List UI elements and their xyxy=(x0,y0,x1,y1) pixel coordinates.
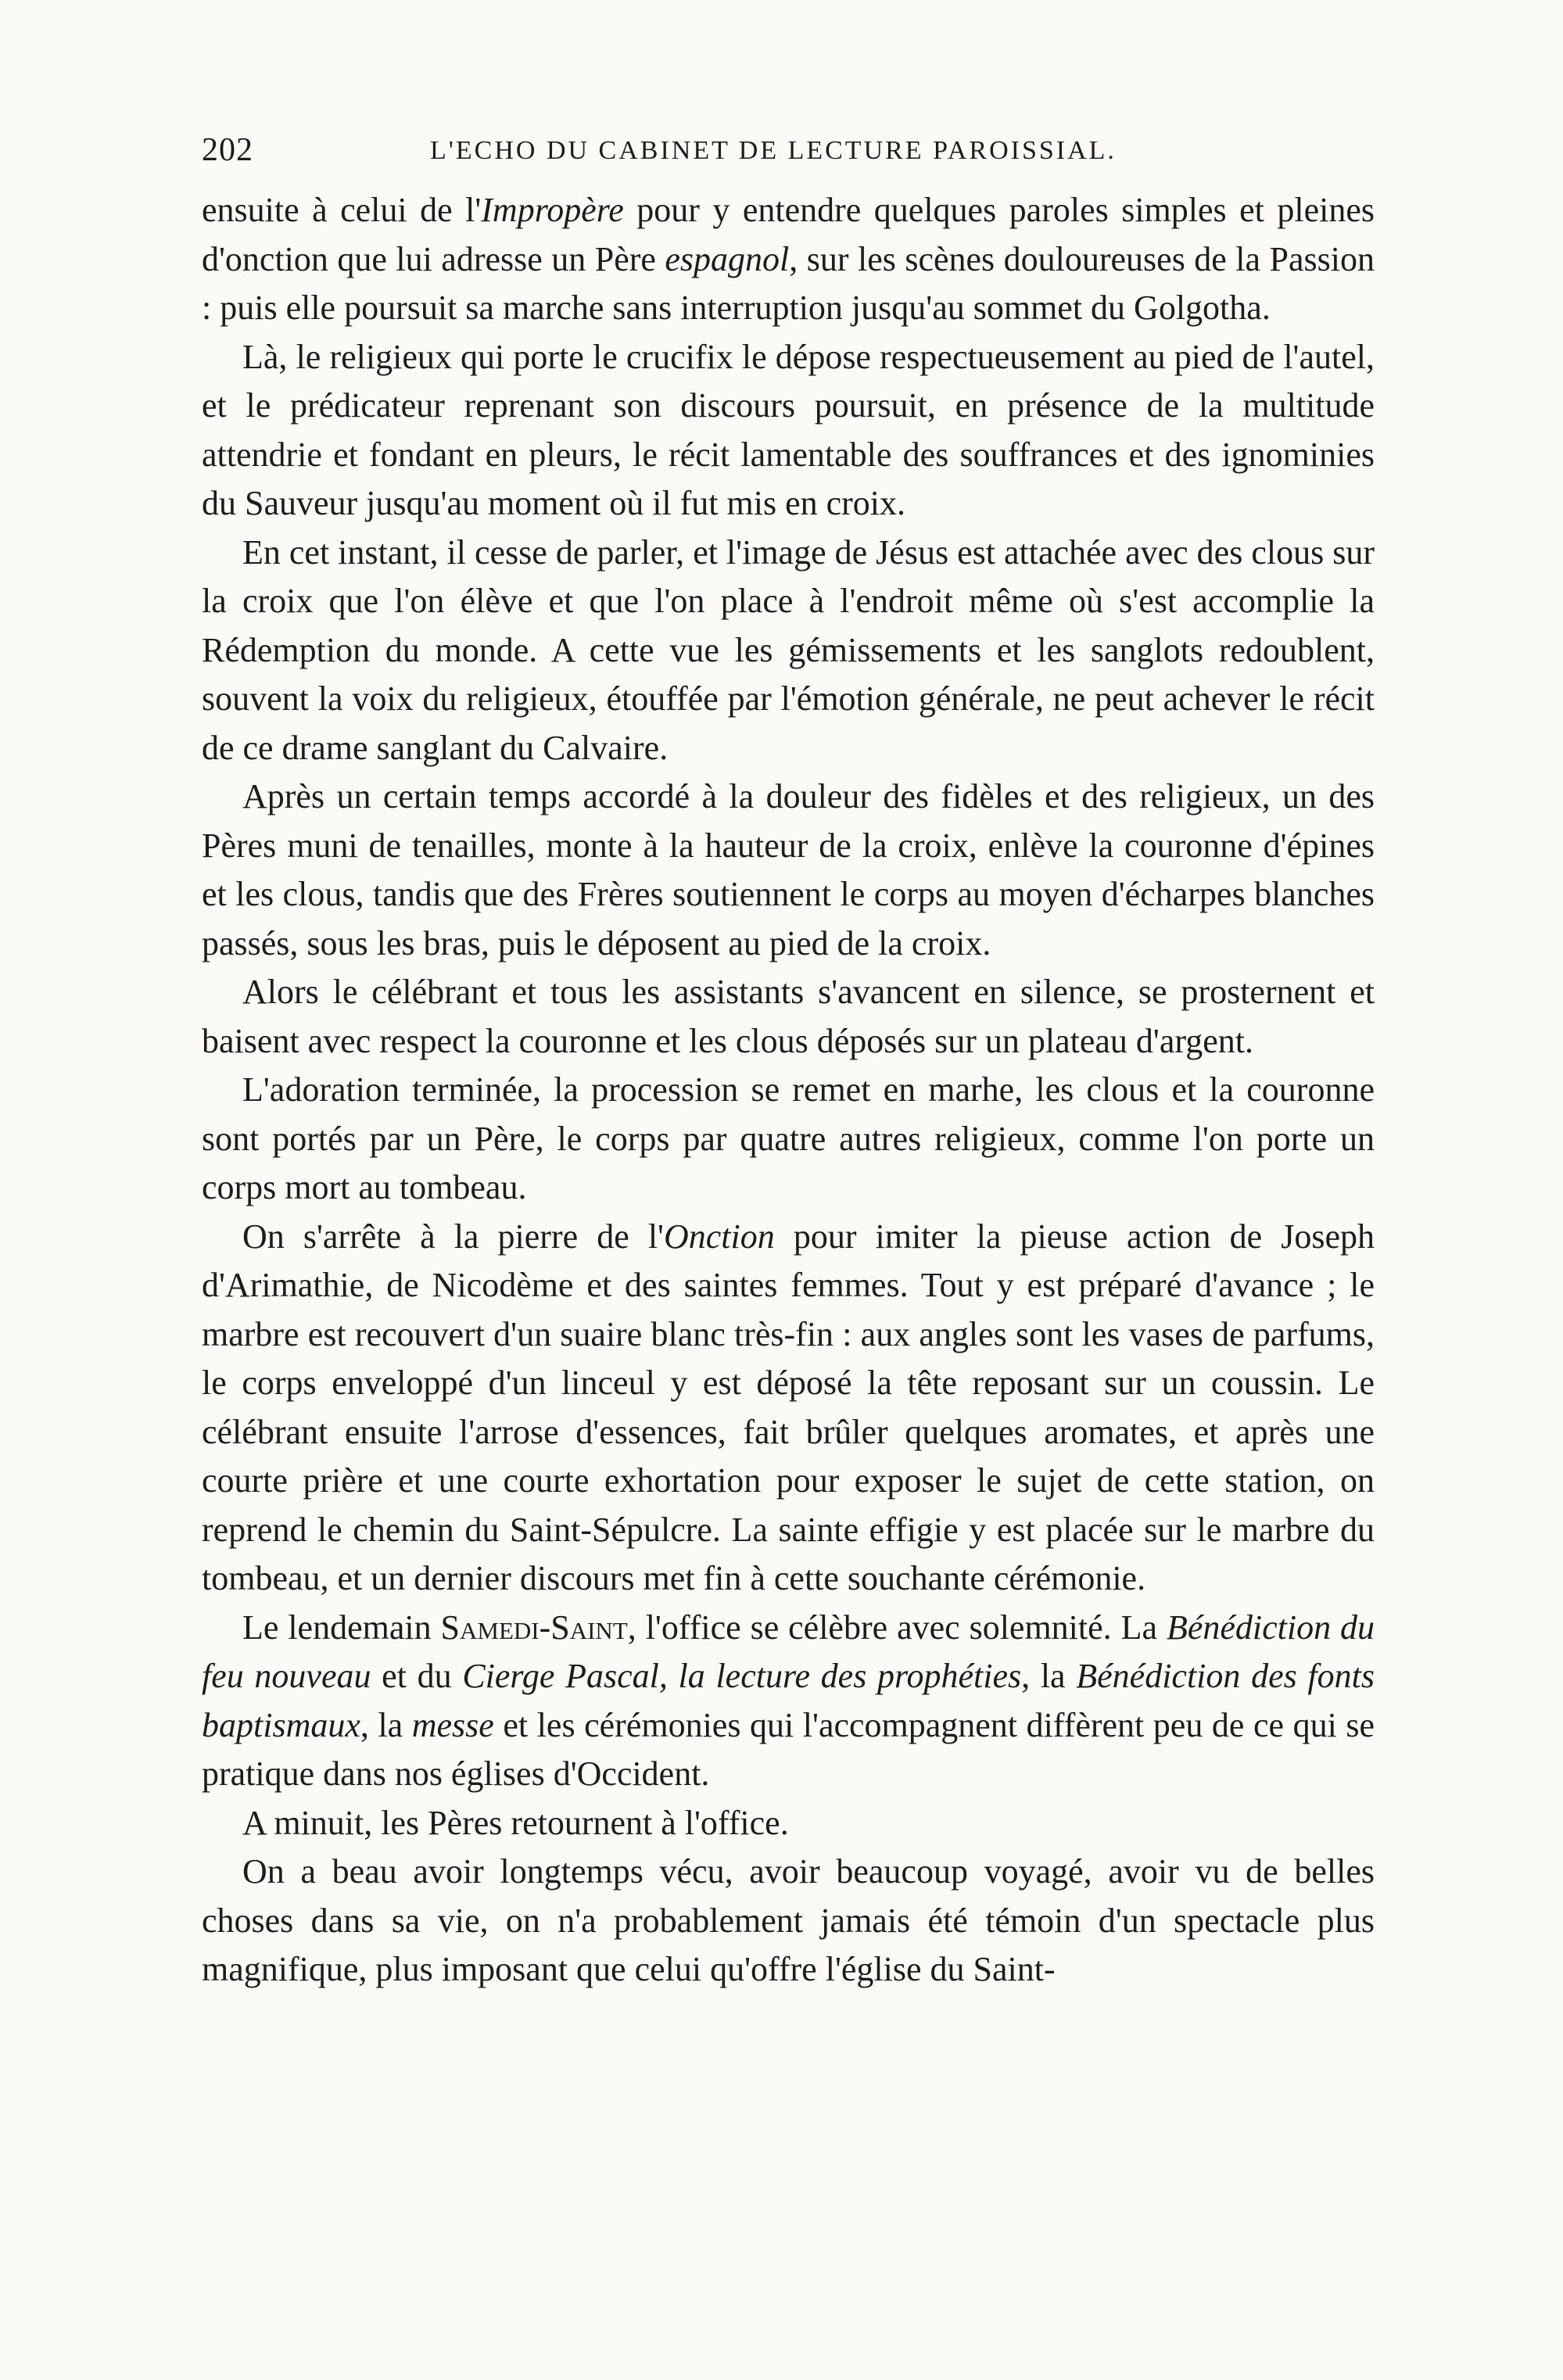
paragraph-3: En cet instant, il cesse de parler, et l'image de Jésus est attachée avec des clous sur la croix que l'on élève et que l'on place à l'endroit même où s'est accomplie la Rédemption du monde. A cette vue les gémissements et les sanglots redoublent, souvent la voix du religieux, étouffée par l'émotion générale, ne peut achever le récit de ce drame sanglant du Calvaire. xyxy=(202,532,1375,767)
paragraph-8: Le lendemain Samedi-Saint, l'office se célèbre avec solemnité. La Bénédiction du feu nouveau et du Cierge Pascal, la lecture des prophéties, la Bénédiction des fonts baptismaux, la messe et les cérémonies qui l'accompagnent diffèrent peu de ce qui se pratique dans nos églises d'Occident. xyxy=(202,1608,1375,1793)
paragraph-10: On a beau avoir longtemps vécu, avoir beaucoup voyagé, avoir vu de belles choses dans sa vie, on n'a probablement jamais été témoin d'un spectacle plus magnifique, plus imposant que celui qu'offre l'église du Saint- xyxy=(202,1852,1375,1988)
paragraph-7: On s'arrête à la pierre de l'Onction pour imiter la pieuse action de Joseph d'Arimathie, de Nicodème et des saintes femmes. Tout y est préparé d'avance ; le marbre est recouvert d'un suaire blanc très-fin : aux angles sont les vases de parfums, le corps enveloppé d'un linceul y est déposé la tête reposant sur un coussin. Le célébrant ensuite l'arrose d'essences, fait brûler quelques aromates, et après une courte prière et une courte exhortation pour exposer le sujet de cette station, on reprend le chemin du Saint-Sépulcre. La sainte effigie y est placée sur le marbre du tombeau, et un dernier discours met fin à cette souchante cérémonie. xyxy=(202,1217,1375,1597)
page-header xyxy=(202,117,1375,180)
body-text xyxy=(202,186,1375,1995)
paragraph-1: ensuite à celui de l'Impropère pour y entendre quelques paroles simples et pleines d'onction que lui adresse un Père espagnol, sur les scènes douloureuses de la Passion : puis elle poursuit sa marche sans interruption jusqu'au sommet du Golgotha. xyxy=(202,191,1375,327)
paragraph-2: Là, le religieux qui porte le crucifix le dépose respectueusement au pied de l'autel, et le prédicateur reprenant son discours poursuit, en présence de la multitude attendrie et fondant en pleurs, le récit lamentable des souffrances et des ignominies du Sauveur jusqu'au moment où il fut mis en croix. xyxy=(202,337,1375,522)
paragraph-9: A minuit, les Pères retournent à l'office. xyxy=(242,1803,789,1842)
paragraph-5: Alors le célébrant et tous les assistants s'avancent en silence, se prosternent et baisent avec respect la couronne et les clous déposés sur un plateau d'argent. xyxy=(202,973,1375,1060)
book-page xyxy=(202,117,1375,1995)
paragraph-6: L'adoration terminée, la procession se remet en marhe, les clous et la couronne sont portés par un Père, le corps par quatre autres religieux, comme l'on porte un corps mort au tombeau. xyxy=(202,1070,1375,1206)
running-title: L'ECHO DU CABINET DE LECTURE PAROISSIAL. xyxy=(430,136,1117,165)
page-number: 202 xyxy=(202,132,253,168)
paragraph-4: Après un certain temps accordé à la douleur des fidèles et des religieux, un des Pères muni de tenailles, monte à la hauteur de la croix, enlève la couronne d'épines et les clous, tandis que des Frères soutiennent le corps au moyen d'écharpes blanches passés, sous les bras, puis le déposent au pied de la croix. xyxy=(202,777,1375,962)
